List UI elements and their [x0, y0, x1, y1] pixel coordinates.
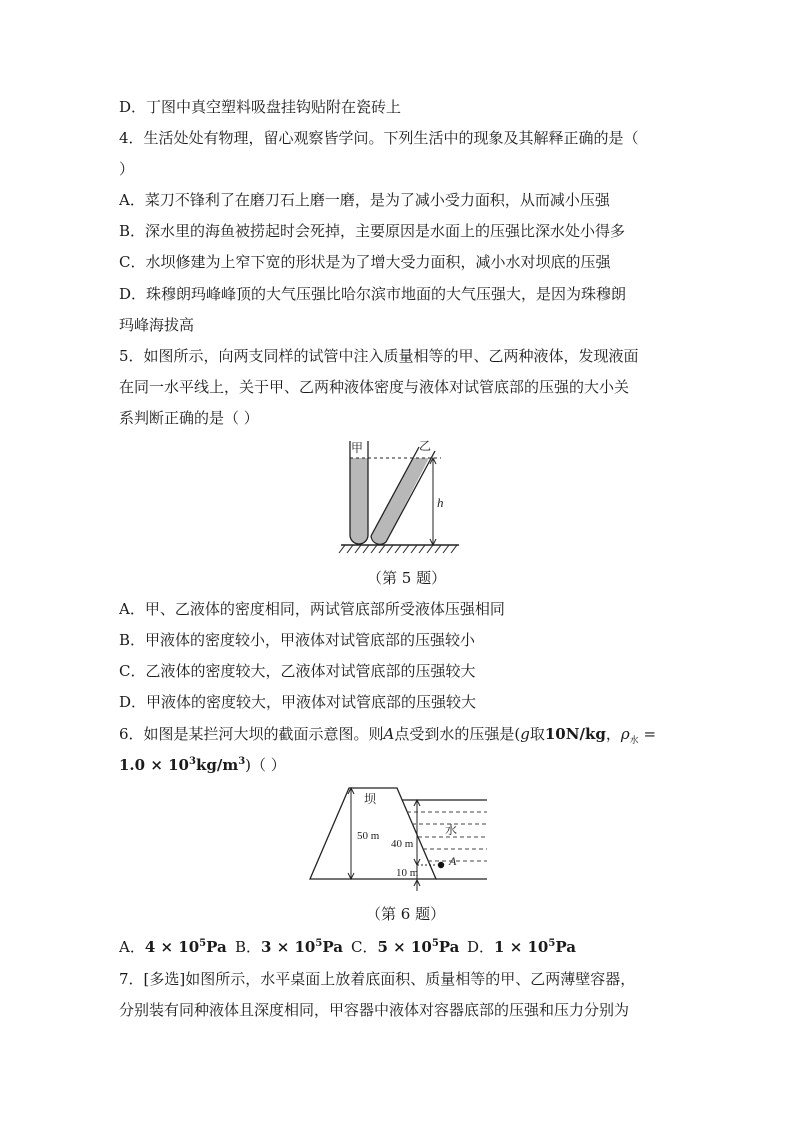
label-h: h: [437, 495, 444, 510]
tube-yi-liquid: [371, 458, 429, 544]
question-6-stem: 6．如图是某拦河大坝的截面示意图。则A点受到水的压强是(g取10N/kg，$\rho_水$ =: [119, 725, 657, 746]
figure-6-caption: （第 6 题）: [366, 905, 446, 923]
question-5-option-b: B．甲液体的密度较小，甲液体对试管底部的压强较小: [119, 631, 476, 649]
question-5-stem-cont: 在同一水平线上，关于甲、乙两种液体密度与液体对试管底部的压强的大小关: [119, 378, 630, 396]
question-4-stem: 4．生活处处有物理，留心观察皆学问。下列生活中的现象及其解释正确的是（: [119, 129, 639, 147]
point-a: [438, 862, 444, 868]
question-4-stem-cont: ）: [119, 160, 135, 178]
dam-figure: [305, 783, 490, 893]
question-5-option-a: A．甲、乙液体的密度相同，两试管底部所受液体压强相同: [119, 600, 505, 618]
tube-jia-liquid: [350, 458, 368, 544]
question-5-stem: 5．如图所示，向两支同样的试管中注入质量相等的甲、乙两种液体，发现液面: [119, 347, 639, 365]
question-4-option-d-cont: 玛峰海拔高: [119, 316, 195, 334]
question-4-option-a: A．菜刀不锋利了在磨刀石上磨一磨，是为了减小受力面积，从而减小压强: [119, 191, 610, 209]
label-10m: 10 m: [396, 867, 419, 879]
label-jia: 甲: [351, 441, 364, 455]
question-6-option-a: A．$4 \times 10^5Pa$: [119, 938, 227, 956]
label-a: A: [449, 854, 457, 868]
question-5-option-c: C．乙液体的密度较大，乙液体对试管底部的压强较大: [119, 662, 476, 680]
label-yi: 乙: [419, 439, 432, 453]
question-6-options: [119, 937, 576, 957]
question-5-option-d: D．甲液体的密度较大，甲液体对试管底部的压强较大: [119, 693, 477, 711]
question-4-option-d: D．珠穆朗玛峰峰顶的大气压强比哈尔滨市地面的大气压强大，是因为珠穆朗: [119, 285, 627, 303]
label-40m: 40 m: [391, 838, 414, 850]
question-3-option-d: D．丁图中真空塑料吸盘挂钩贴附在瓷砖上: [119, 98, 402, 116]
label-dam: 坝: [364, 792, 377, 806]
question-5-stem-cont2: 系判断正确的是（ ）: [119, 409, 259, 427]
label-50m: 50 m: [357, 830, 380, 842]
question-7-stem: 7．[多选]如图所示，水平桌面上放着底面积、质量相等的甲、乙两薄壁容器，: [119, 970, 636, 988]
question-7-stem-cont: 分别装有同种液体且深度相同，甲容器中液体对容器底部的压强和压力分别为: [119, 1001, 630, 1019]
figure-5-caption: （第 5 题）: [367, 569, 447, 587]
question-6-option-b: B．$3 \times 10^5Pa$: [235, 938, 343, 956]
question-4-option-b: B．深水里的海鱼被捞起时会死掉，主要原因是水面上的压强比深水处小得多: [119, 222, 626, 240]
question-6-option-d: D．$1 \times 10^5Pa$: [467, 938, 576, 956]
test-tubes-figure: [335, 437, 465, 555]
label-water: 水: [445, 823, 458, 837]
question-6-option-c: C．$5 \times 10^5Pa$: [351, 938, 460, 956]
question-6-stem-cont: $1.0 \times 10^3kg/m^3$)（ ）: [119, 756, 286, 774]
question-4-option-c: C．水坝修建为上窄下宽的形状是为了增大受力面积，减小水对坝底的压强: [119, 253, 611, 271]
